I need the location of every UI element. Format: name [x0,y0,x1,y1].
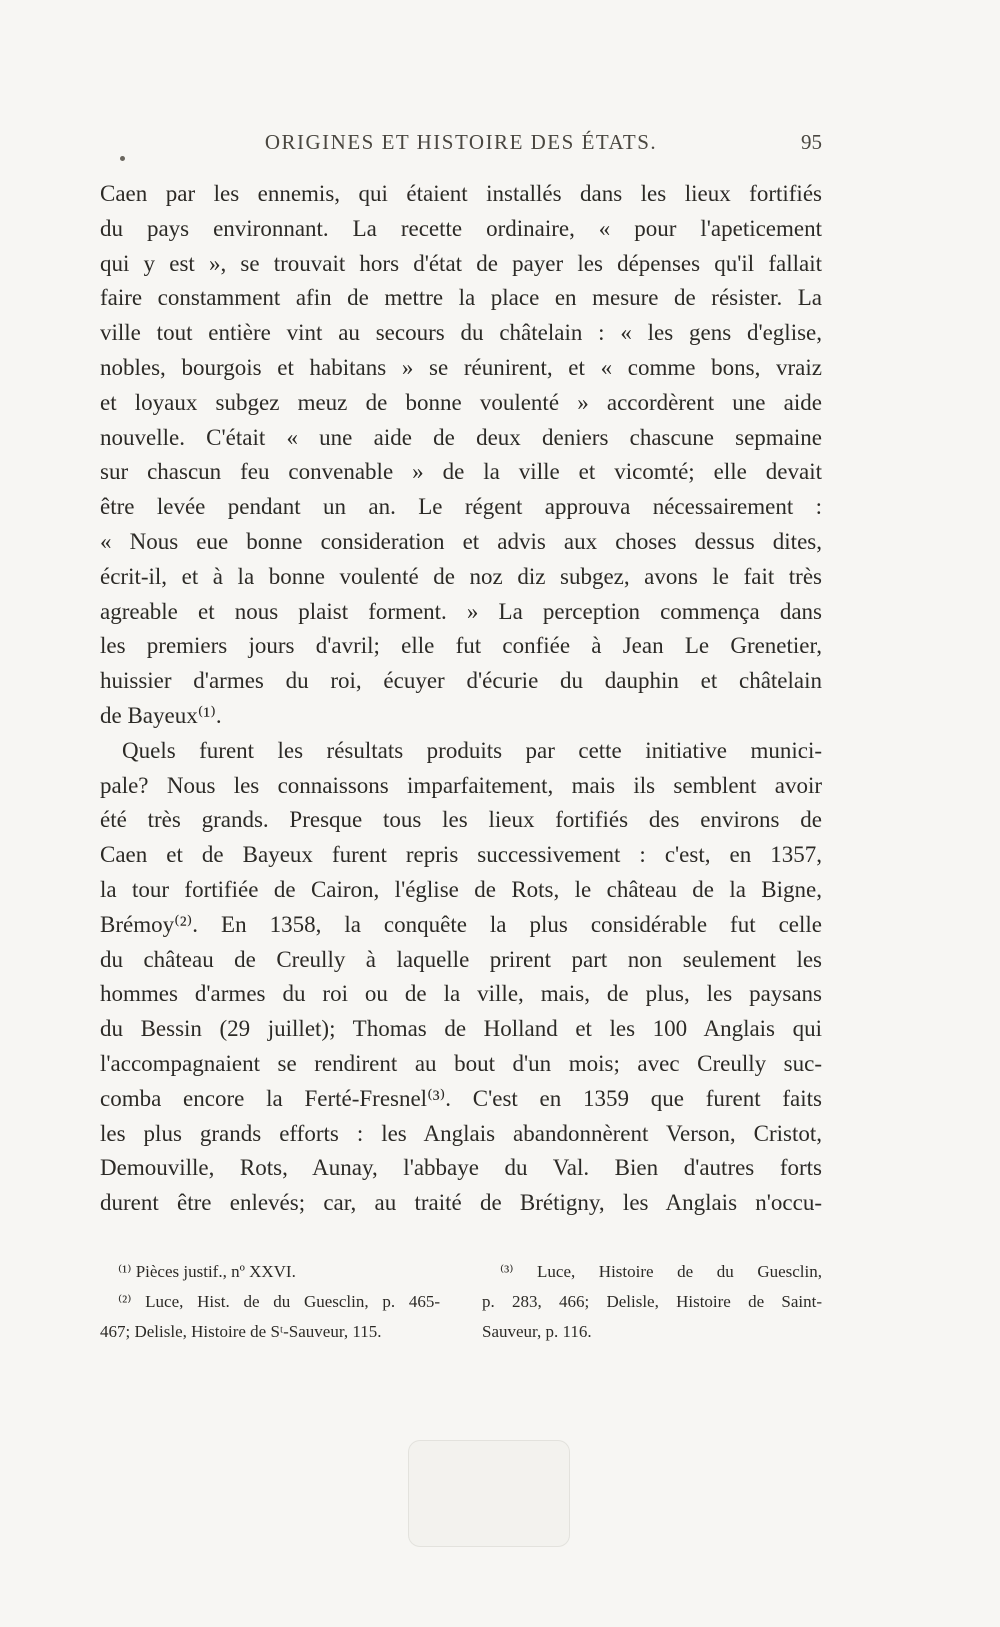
page-header [100,130,822,164]
text-line: du château de Creully à laquelle prirent part non seulement les [100,946,822,972]
text-line: du Bessin (29 juillet); Thomas de Holland et les 100 Anglais qui [100,1016,822,1042]
text-line: Brémoy⁽²⁾. En 1358, la conquête la plus considérable fut celle [100,911,822,937]
text-line: agreable et nous plaist forment. » La perception commença dans [100,598,822,624]
footnote-2: ⁽²⁾ Luce, Hist. de du Guesclin, p. 465- [118,1292,440,1311]
footnote-1: ⁽¹⁾ Pièces justif., nº XXVI. [118,1262,296,1281]
text-line: et loyaux subgez meuz de bonne voulenté » accordèrent une aide [100,389,822,415]
text-line: Demouville, Rots, Aunay, l'abbaye du Val. Bien d'autres forts [100,1155,822,1181]
footnotes-right-column [482,1257,822,1347]
text-line: ville tout entière vint au secours du châtelain : « les gens d'eglise, [100,320,822,346]
text-line: durent être enlevés; car, au traité de Brétigny, les Anglais n'occu- [100,1190,822,1216]
text-line: du pays environnant. La recette ordinaire, « pour l'apeticement [100,215,822,241]
text-line: qui y est », se trouvait hors d'état de payer les dépenses qu'il fallait [100,250,822,276]
printer-mark [120,156,125,161]
footnote-3-continuation: p. 283, 466; Delisle, Histoire de Saint- [482,1292,822,1311]
text-line: Caen par les ennemis, qui étaient installés dans les lieux fortifiés [100,181,822,206]
text-line: l'accompagnaient se rendirent au bout d'un mois; avec Creully suc- [100,1050,822,1076]
page-number: 95 [801,130,822,154]
running-title: ORIGINES ET HISTOIRE DES ÉTATS. [264,130,658,154]
text-line: sur chascun feu convenable » de la ville et vicomté; elle devait [100,459,822,485]
text-line: être levée pendant un an. Le régent approuva nécessairement : [100,494,822,520]
text-line: la tour fortifiée de Cairon, l'église de Rots, le château de la Bigne, [100,876,822,902]
footnote-3: ⁽³⁾ Luce, Histoire de du Guesclin, [500,1262,822,1281]
text-line: été très grands. Presque tous les lieux fortifiés des environs de [100,807,822,833]
text-line: huissier d'armes du roi, écuyer d'écurie du dauphin et châtelain [100,668,822,694]
text-line: les premiers jours d'avril; elle fut confiée à Jean Le Grenetier, [100,633,822,659]
footnote-2-continuation: 467; Delisle, Histoire de Sᵗ-Sauveur, 115. [100,1322,382,1341]
text-line: nouvelle. C'était « une aide de deux deniers chascune sepmaine [100,424,822,450]
text-line: « Nous eue bonne consideration et advis aux choses dessus dites, [100,528,822,554]
footnote-3-continuation: Sauveur, p. 116. [482,1322,592,1341]
text-line: de Bayeux⁽¹⁾. [100,702,222,728]
faint-library-stamp [408,1440,570,1547]
footnotes-left-column [100,1257,440,1347]
text-line: nobles, bourgois et habitans » se réunirent, et « comme bons, vraiz [100,354,822,380]
text-line: comba encore la Ferté-Fresnel⁽³⁾. C'est en 1359 que furent faits [100,1085,822,1111]
text-line: les plus grands efforts : les Anglais abandonnèrent Verson, Cristot, [100,1120,822,1146]
text-line: Caen et de Bayeux furent repris successivement : c'est, en 1357, [100,842,822,868]
text-line: écrit-il, et à la bonne voulenté de noz diz subgez, avons le fait très [100,563,822,589]
text-line: hommes d'armes du roi ou de la ville, mais, de plus, les paysans [100,981,822,1007]
body-text [100,177,822,1221]
text-line: pale? Nous les connaissons imparfaitement, mais ils semblent avoir [100,772,822,798]
text-line: faire constamment afin de mettre la place en mesure de résister. La [100,285,822,311]
paragraph-start-line: Quels furent les résultats produits par cette initiative munici- [122,737,822,763]
